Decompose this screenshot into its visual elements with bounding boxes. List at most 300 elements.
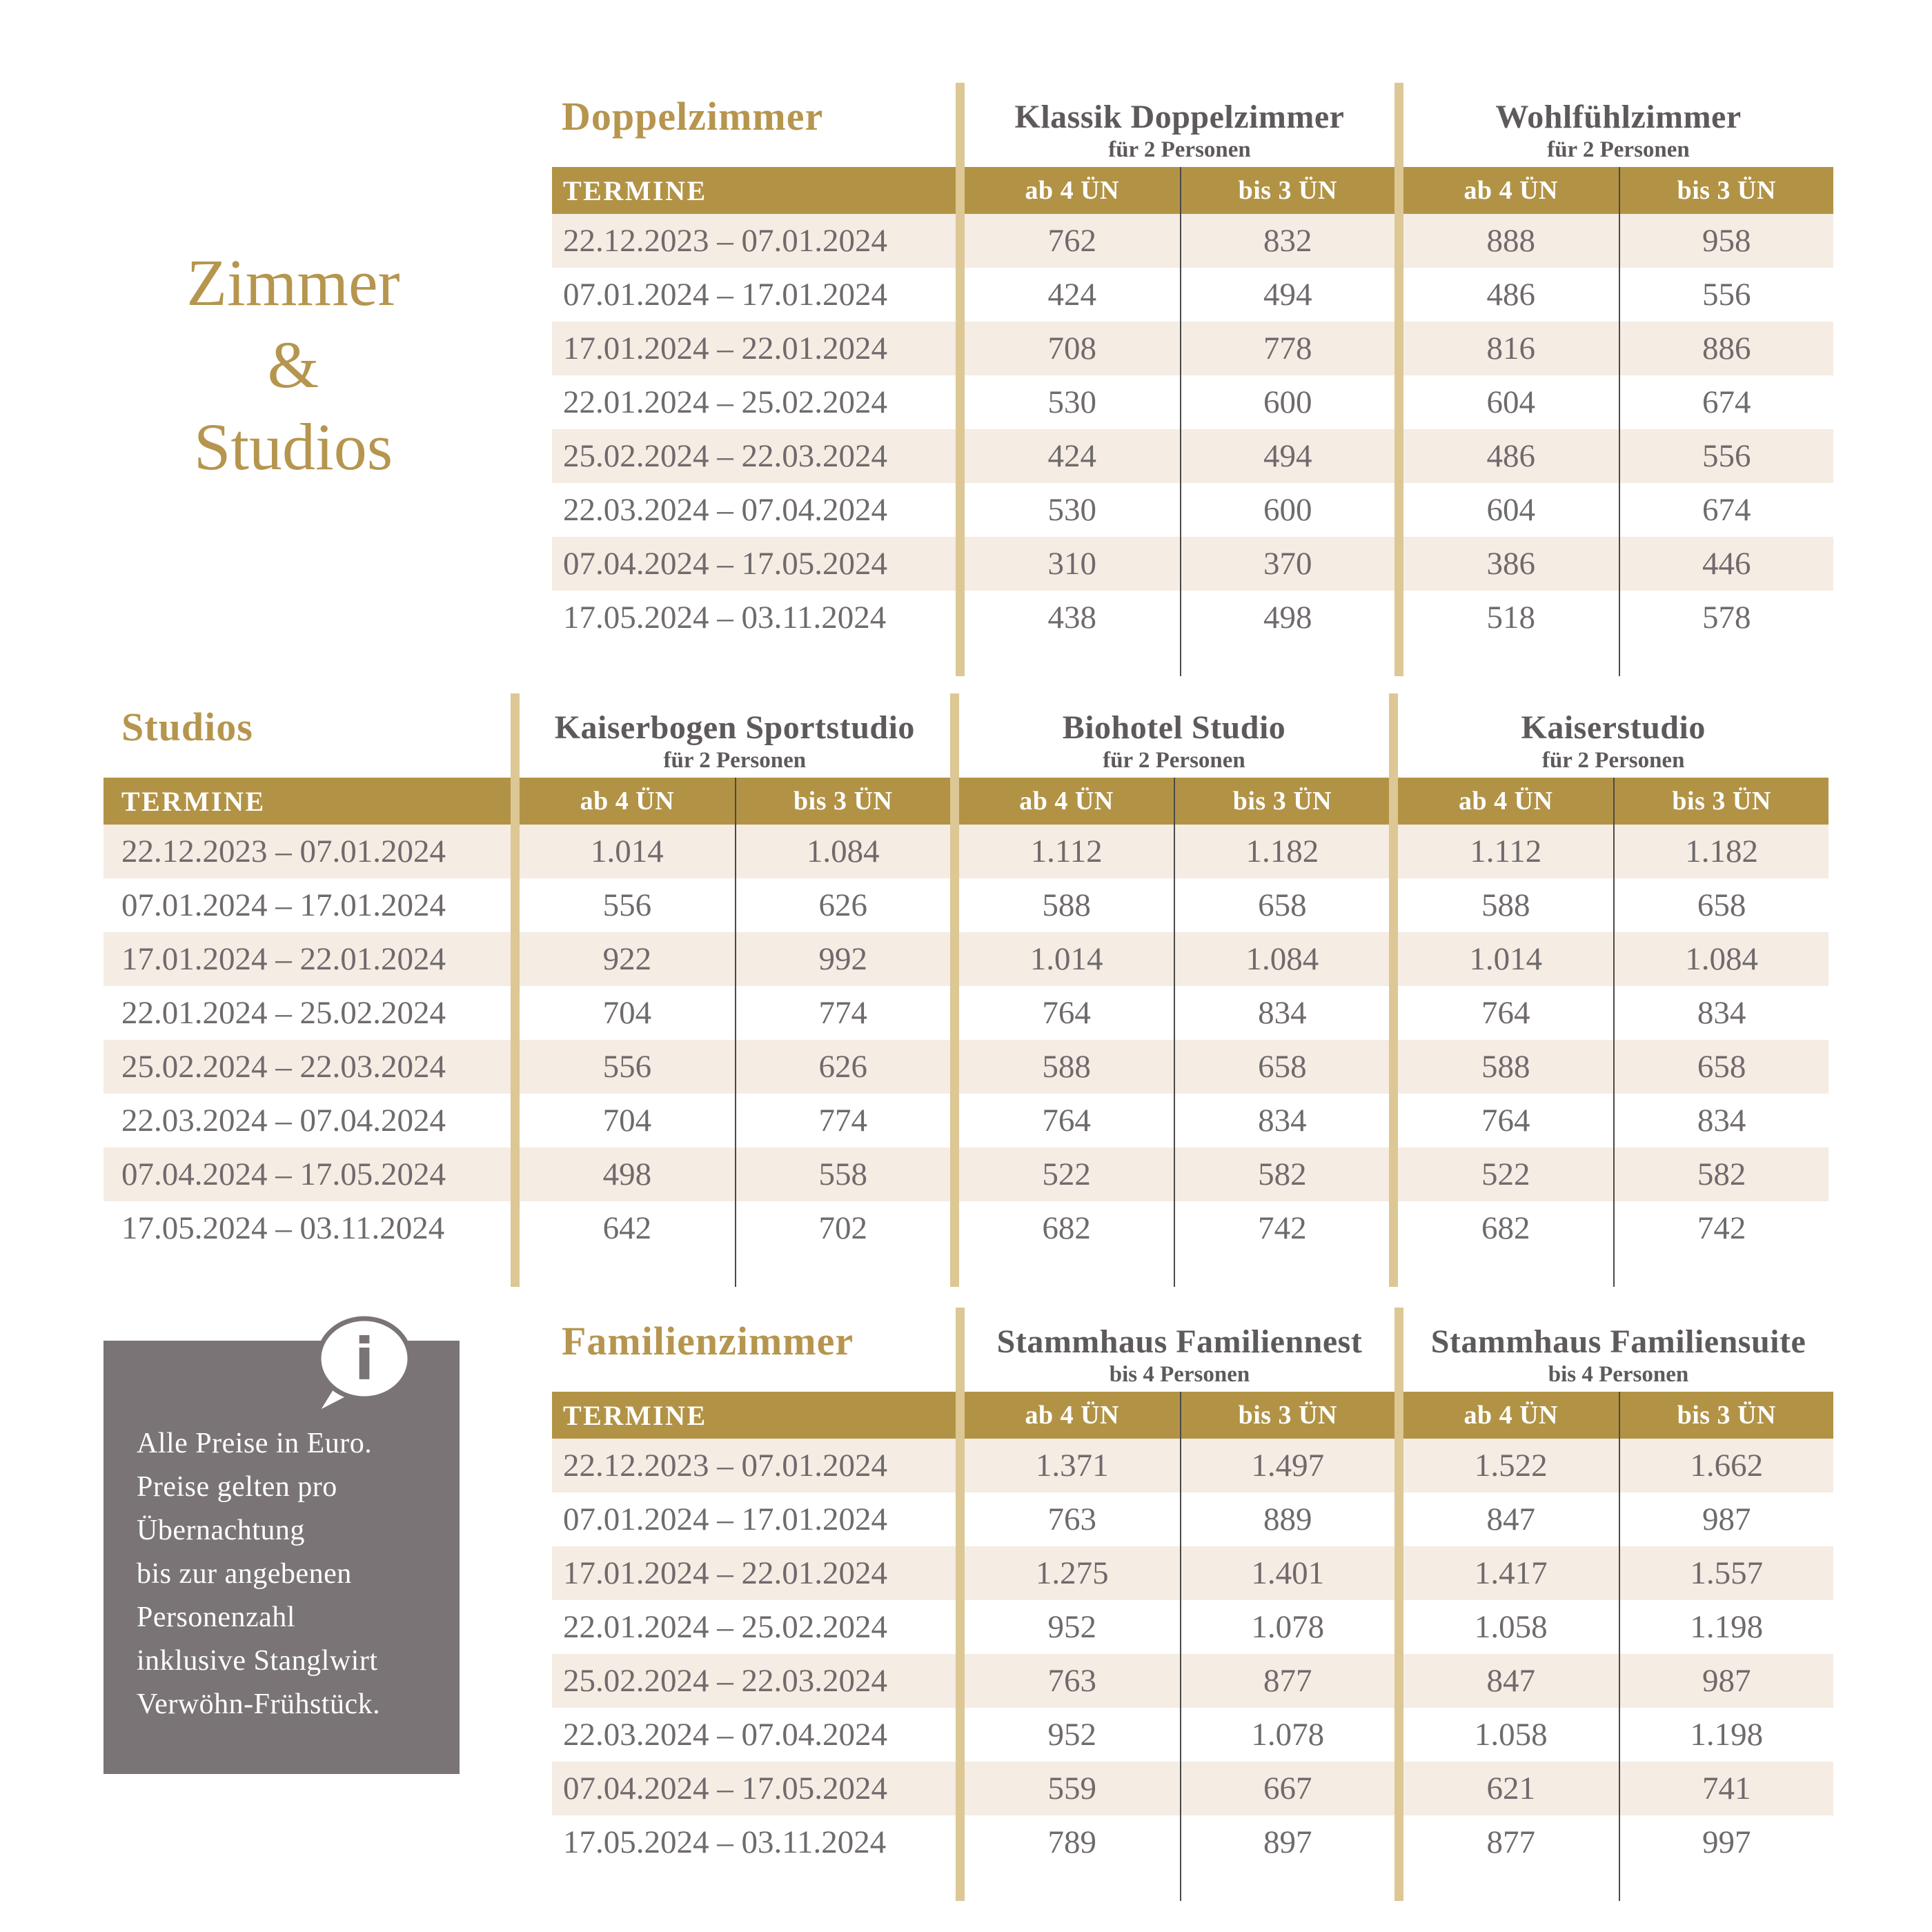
table-row [552, 1546, 1833, 1600]
price-cell: 486 [1486, 277, 1535, 313]
table-row [552, 591, 1833, 644]
section-prices [1394, 1762, 1833, 1815]
table-row [552, 1492, 1833, 1546]
section-subtitle: bis 4 Personen [1548, 1362, 1689, 1387]
price-cell: 386 [1486, 546, 1535, 582]
price-cell: 834 [1174, 986, 1389, 1040]
section-prices [950, 1040, 1390, 1094]
price-cell: 987 [1619, 1492, 1834, 1546]
termin-cell: 22.01.2024 – 25.02.2024 [563, 384, 887, 420]
price-cell: 588 [1042, 887, 1091, 923]
price-cell: 588 [1481, 887, 1530, 923]
termin-cell: 22.01.2024 – 25.02.2024 [121, 995, 446, 1031]
price-cell: 522 [1042, 1156, 1091, 1192]
section-subtitle: bis 4 Personen [1109, 1362, 1250, 1387]
table-row [552, 1762, 1833, 1815]
info-text-line: Verwöhn-Frühstück. [137, 1688, 381, 1720]
termin-cell: 07.01.2024 – 17.01.2024 [563, 277, 887, 313]
price-cell: 886 [1619, 322, 1834, 375]
section-prices [956, 1600, 1394, 1654]
section-column-headers [956, 1392, 1394, 1439]
price-cell: 1.112 [1470, 834, 1542, 869]
price-cell: 764 [1481, 1103, 1530, 1138]
section-header [956, 1308, 1394, 1392]
price-cell: 530 [1047, 492, 1096, 528]
section-prices [1394, 1492, 1833, 1546]
table-row [552, 1439, 1833, 1492]
price-cell: 582 [1613, 1147, 1828, 1201]
price-cell: 588 [1042, 1049, 1091, 1085]
price-cell: 897 [1180, 1815, 1395, 1869]
table-row [552, 214, 1833, 268]
price-cell: 1.112 [1030, 834, 1103, 869]
price-cell: 498 [602, 1156, 652, 1192]
price-cell: 834 [1174, 1094, 1389, 1147]
table-tail-cell [1394, 644, 1833, 676]
section-header [1394, 83, 1833, 167]
termin-cell: 22.03.2024 – 07.04.2024 [121, 1103, 446, 1138]
section-prices [1394, 537, 1833, 591]
price-cell: 558 [735, 1147, 950, 1201]
price-cell: 1.014 [1469, 941, 1543, 977]
section-prices [950, 878, 1390, 932]
page-title-line: Zimmer [186, 246, 400, 319]
section-prices [956, 1708, 1394, 1762]
price-cell: 424 [1047, 438, 1096, 474]
price-cell: 667 [1180, 1762, 1395, 1815]
section-column-headers [950, 778, 1390, 825]
price-cell: 600 [1180, 483, 1395, 537]
termin-cell: 17.01.2024 – 22.01.2024 [563, 1555, 887, 1591]
price-cell: 494 [1180, 429, 1395, 483]
table-tail-cell [552, 1869, 956, 1901]
price-cell: 764 [1042, 1103, 1091, 1138]
price-cell: 816 [1486, 331, 1535, 366]
termin-cell: 07.01.2024 – 17.01.2024 [121, 887, 446, 923]
price-cell: 626 [735, 1040, 950, 1094]
termin-cell: 25.02.2024 – 22.03.2024 [563, 1663, 887, 1699]
section-prices [956, 1815, 1394, 1869]
col-header-bis-3-un: bis 3 ÜN [1180, 167, 1395, 214]
price-cell: 604 [1486, 384, 1535, 420]
termin-cell: 22.03.2024 – 07.04.2024 [563, 492, 887, 528]
price-cell: 518 [1486, 600, 1535, 635]
price-cell: 559 [1047, 1771, 1096, 1806]
termin-cell: 22.12.2023 – 07.01.2024 [563, 223, 887, 259]
price-cell: 1.084 [1613, 932, 1828, 986]
price-cell: 642 [602, 1210, 652, 1246]
price-cell: 789 [1047, 1824, 1096, 1860]
info-text-line: Personenzahl [137, 1601, 295, 1633]
price-cell: 556 [602, 1049, 652, 1085]
col-header-ab-4-un: ab 4 ÜN [1019, 787, 1114, 816]
doppelzimmer-price-table [552, 83, 1833, 676]
col-header-bis-3-un: bis 3 ÜN [735, 778, 950, 825]
price-cell: 1.417 [1474, 1555, 1548, 1591]
section-title: Wohlfühlzimmer [1495, 99, 1742, 135]
section-prices [1394, 1654, 1833, 1708]
termine-header: TERMINE [563, 175, 707, 206]
price-cell: 1.058 [1474, 1609, 1548, 1645]
price-cell: 556 [602, 887, 652, 923]
section-prices [511, 1040, 950, 1094]
price-cell: 987 [1619, 1654, 1834, 1708]
price-cell: 1.662 [1619, 1439, 1834, 1492]
price-cell: 556 [1619, 429, 1834, 483]
table-row [103, 1094, 1828, 1147]
section-prices [1394, 1708, 1833, 1762]
page-title [97, 241, 490, 488]
table-row [103, 1040, 1828, 1094]
section-subtitle: für 2 Personen [1547, 137, 1690, 162]
price-cell: 832 [1180, 214, 1395, 268]
table-row [103, 932, 1828, 986]
section-prices [1394, 429, 1833, 483]
section-prices [511, 1094, 950, 1147]
table-row-header [552, 83, 1833, 167]
section-prices [511, 932, 950, 986]
termin-cell: 22.12.2023 – 07.01.2024 [121, 834, 446, 869]
price-cell: 1.522 [1474, 1448, 1548, 1483]
table-row [103, 1147, 1828, 1201]
price-cell: 588 [1481, 1049, 1530, 1085]
price-cell: 702 [735, 1201, 950, 1255]
col-header-bis-3-un: bis 3 ÜN [1174, 778, 1389, 825]
price-cell: 522 [1481, 1156, 1530, 1192]
table-tail-cell [1398, 1255, 1613, 1287]
section-prices [950, 1094, 1390, 1147]
price-cell: 1.401 [1180, 1546, 1395, 1600]
price-cell: 742 [1613, 1201, 1828, 1255]
price-cell: 1.078 [1180, 1708, 1395, 1762]
section-prices [1389, 878, 1828, 932]
termine-header: TERMINE [563, 1399, 707, 1431]
info-icon-letter: i [354, 1325, 375, 1393]
table-row [552, 375, 1833, 429]
table-row [552, 322, 1833, 375]
section-prices [956, 322, 1394, 375]
section-prices [956, 1492, 1394, 1546]
price-cell: 762 [1047, 223, 1096, 259]
section-prices [956, 214, 1394, 268]
info-text-line: Preise gelten pro [137, 1471, 337, 1503]
price-cell: 958 [1619, 214, 1834, 268]
section-prices [511, 878, 950, 932]
table-row-column-headers [103, 778, 1828, 825]
section-prices [956, 375, 1394, 429]
table-row [103, 986, 1828, 1040]
section-prices [950, 825, 1390, 878]
price-cell: 763 [1047, 1501, 1096, 1537]
price-cell: 922 [602, 941, 652, 977]
section-prices [956, 537, 1394, 591]
section-prices [1394, 322, 1833, 375]
table-row [103, 825, 1828, 878]
table-row [552, 1654, 1833, 1708]
price-cell: 847 [1486, 1663, 1535, 1699]
section-prices [950, 1201, 1390, 1255]
price-cell: 674 [1619, 483, 1834, 537]
table-tail-cell [965, 1869, 1180, 1901]
price-cell: 992 [735, 932, 950, 986]
col-header-bis-3-un: bis 3 ÜN [1613, 778, 1828, 825]
price-cell: 658 [1613, 1040, 1828, 1094]
price-cell: 1.084 [1174, 932, 1389, 986]
section-prices [1394, 483, 1833, 537]
price-info-box [103, 1325, 460, 1774]
section-column-headers [1389, 778, 1828, 825]
section-prices [1389, 1147, 1828, 1201]
price-cell: 1.084 [735, 825, 950, 878]
termin-cell: 25.02.2024 – 22.03.2024 [563, 438, 887, 474]
section-prices [950, 986, 1390, 1040]
col-header-ab-4-un: ab 4 ÜN [1025, 1401, 1120, 1430]
table-tail-cell [1180, 644, 1395, 676]
section-prices [1394, 375, 1833, 429]
section-prices [1389, 1040, 1828, 1094]
section-title: Stammhaus Familiennest [996, 1323, 1363, 1360]
price-cell: 498 [1180, 591, 1395, 644]
termin-cell: 17.05.2024 – 03.11.2024 [563, 600, 887, 635]
col-header-ab-4-un: ab 4 ÜN [580, 787, 675, 816]
table-row [552, 1708, 1833, 1762]
section-header [956, 83, 1394, 167]
table-tail [552, 1869, 1833, 1901]
price-cell: 674 [1619, 375, 1834, 429]
studios-price-table [103, 693, 1828, 1287]
price-cell: 1.275 [1035, 1555, 1109, 1591]
table-tail-cell [956, 644, 1394, 676]
price-cell: 621 [1486, 1771, 1535, 1806]
table-row-header [103, 693, 1828, 778]
section-subtitle: für 2 Personen [663, 748, 807, 773]
section-prices [956, 1546, 1394, 1600]
section-prices [1389, 825, 1828, 878]
table-tail [103, 1255, 1828, 1287]
section-subtitle: für 2 Personen [1103, 748, 1245, 773]
section-header [950, 693, 1390, 778]
table-row [103, 1201, 1828, 1255]
section-column-headers [1394, 1392, 1833, 1439]
info-text-line: inklusive Stanglwirt [137, 1645, 378, 1677]
section-title: Stammhaus Familiensuite [1430, 1323, 1806, 1360]
section-prices [1389, 1094, 1828, 1147]
col-header-ab-4-un: ab 4 ÜN [1463, 176, 1559, 205]
table-tail-cell [1613, 1255, 1828, 1287]
price-cell: 658 [1613, 878, 1828, 932]
col-header-ab-4-un: ab 4 ÜN [1025, 176, 1120, 205]
price-cell: 1.078 [1180, 1600, 1395, 1654]
termin-cell: 22.01.2024 – 25.02.2024 [563, 1609, 887, 1645]
section-title: Klassik Doppelzimmer [1014, 99, 1345, 135]
section-column-headers [956, 167, 1394, 214]
termin-cell: 17.05.2024 – 03.11.2024 [563, 1824, 887, 1860]
section-prices [956, 483, 1394, 537]
price-cell: 763 [1047, 1663, 1096, 1699]
table-heading-cell [103, 693, 511, 778]
termin-cell: 17.01.2024 – 22.01.2024 [121, 941, 446, 977]
section-prices [1394, 1600, 1833, 1654]
table-tail-cell [956, 1869, 1394, 1901]
section-column-headers [511, 778, 950, 825]
col-header-bis-3-un: bis 3 ÜN [1619, 167, 1834, 214]
table-row [552, 1600, 1833, 1654]
price-cell: 658 [1174, 878, 1389, 932]
price-cell: 626 [735, 878, 950, 932]
price-cell: 682 [1481, 1210, 1530, 1246]
price-cell: 778 [1180, 322, 1395, 375]
familienzimmer-heading: Familienzimmer [562, 1319, 854, 1363]
price-cell: 952 [1047, 1609, 1096, 1645]
price-cell: 888 [1486, 223, 1535, 259]
table-tail-cell [1619, 1869, 1834, 1901]
studios-heading: Studios [121, 704, 253, 749]
familienzimmer-price-table [552, 1308, 1833, 1901]
table-tail-cell [959, 1255, 1174, 1287]
price-cell: 604 [1486, 492, 1535, 528]
price-cell: 1.497 [1180, 1439, 1395, 1492]
info-text-line: bis zur angebenen [137, 1558, 352, 1590]
section-prices [950, 932, 1390, 986]
price-cell: 764 [1042, 995, 1091, 1031]
col-header-bis-3-un: bis 3 ÜN [1619, 1392, 1834, 1439]
table-row-column-headers [552, 167, 1833, 214]
termin-cell: 22.12.2023 – 07.01.2024 [563, 1448, 887, 1483]
section-title: Kaiserbogen Sportstudio [554, 709, 915, 746]
price-cell: 952 [1047, 1717, 1096, 1753]
price-cell: 1.014 [1029, 941, 1103, 977]
section-prices [511, 986, 950, 1040]
section-prices [950, 1147, 1390, 1201]
section-prices [1394, 268, 1833, 322]
section-prices [956, 1762, 1394, 1815]
price-cell: 834 [1613, 1094, 1828, 1147]
table-tail-cell [1403, 1869, 1619, 1901]
section-prices [956, 1439, 1394, 1492]
section-prices [511, 1147, 950, 1201]
price-cell: 1.198 [1619, 1600, 1834, 1654]
price-cell: 530 [1047, 384, 1096, 420]
table-tail-cell [1403, 644, 1619, 676]
section-prices [1389, 932, 1828, 986]
section-prices [956, 268, 1394, 322]
page-title-line: & [267, 328, 319, 402]
price-cell: 556 [1619, 268, 1834, 322]
doppelzimmer-heading: Doppelzimmer [562, 94, 824, 139]
termin-cell: 07.04.2024 – 17.05.2024 [563, 1771, 887, 1806]
section-header [511, 693, 950, 778]
price-cell: 1.058 [1474, 1717, 1548, 1753]
section-title: Kaiserstudio [1521, 709, 1706, 746]
section-subtitle: für 2 Personen [1108, 137, 1251, 162]
section-title: Biohotel Studio [1062, 709, 1286, 746]
price-cell: 310 [1047, 546, 1096, 582]
table-heading-cell [552, 1308, 956, 1392]
price-cell: 774 [735, 986, 950, 1040]
table-tail-cell [735, 1255, 950, 1287]
table-row [552, 429, 1833, 483]
col-header-ab-4-un: ab 4 ÜN [1463, 1401, 1559, 1430]
price-cell: 997 [1619, 1815, 1834, 1869]
price-cell: 600 [1180, 375, 1395, 429]
section-prices [1394, 1815, 1833, 1869]
section-header [1394, 1308, 1833, 1392]
table-row [552, 1815, 1833, 1869]
section-prices [956, 591, 1394, 644]
table-tail-cell [965, 644, 1180, 676]
table-tail-cell [520, 1255, 735, 1287]
price-cell: 1.014 [591, 834, 664, 869]
col-header-ab-4-un: ab 4 ÜN [1458, 787, 1553, 816]
table-tail-cell [511, 1255, 950, 1287]
termin-cell: 25.02.2024 – 22.03.2024 [121, 1049, 446, 1085]
col-header-bis-3-un: bis 3 ÜN [1180, 1392, 1395, 1439]
termin-cell: 07.04.2024 – 17.05.2024 [121, 1156, 446, 1192]
price-cell: 708 [1047, 331, 1096, 366]
table-row-column-headers [552, 1392, 1833, 1439]
table-tail-cell [950, 1255, 1390, 1287]
price-cell: 1.371 [1035, 1448, 1109, 1483]
table-tail-cell [1389, 1255, 1828, 1287]
table-row [103, 878, 1828, 932]
table-tail [552, 644, 1833, 676]
table-tail-cell [1394, 1869, 1833, 1901]
price-cell: 889 [1180, 1492, 1395, 1546]
page-title-line: Studios [193, 410, 393, 484]
price-cell: 486 [1486, 438, 1535, 474]
table-row-header [552, 1308, 1833, 1392]
price-cell: 742 [1174, 1201, 1389, 1255]
price-cell: 658 [1174, 1040, 1389, 1094]
section-prices [956, 1654, 1394, 1708]
info-text-line: Übernachtung [137, 1515, 305, 1546]
table-row [552, 268, 1833, 322]
price-cell: 494 [1180, 268, 1395, 322]
price-cell: 1.182 [1613, 825, 1828, 878]
table-row [552, 483, 1833, 537]
section-prices [1394, 1439, 1833, 1492]
termin-cell: 07.01.2024 – 17.01.2024 [563, 1501, 887, 1537]
section-header [1389, 693, 1828, 778]
price-cell: 877 [1486, 1824, 1535, 1860]
price-cell: 834 [1613, 986, 1828, 1040]
price-cell: 578 [1619, 591, 1834, 644]
section-prices [1389, 1201, 1828, 1255]
price-cell: 764 [1481, 995, 1530, 1031]
price-cell: 704 [602, 995, 652, 1031]
price-cell: 1.198 [1619, 1708, 1834, 1762]
table-heading-cell [552, 83, 956, 167]
price-cell: 370 [1180, 537, 1395, 591]
price-cell: 741 [1619, 1762, 1834, 1815]
table-tail-cell [1174, 1255, 1389, 1287]
price-cell: 1.182 [1174, 825, 1389, 878]
termin-cell: 07.04.2024 – 17.05.2024 [563, 546, 887, 582]
price-cell: 847 [1486, 1501, 1535, 1537]
termin-cell: 17.05.2024 – 03.11.2024 [121, 1210, 445, 1246]
price-cell: 704 [602, 1103, 652, 1138]
section-subtitle: für 2 Personen [1541, 748, 1685, 773]
table-tail-cell [103, 1255, 511, 1287]
price-cell: 1.557 [1619, 1546, 1834, 1600]
price-cell: 446 [1619, 537, 1834, 591]
section-column-headers [1394, 167, 1833, 214]
section-prices [1394, 214, 1833, 268]
section-prices [956, 429, 1394, 483]
section-prices [1389, 986, 1828, 1040]
termine-header: TERMINE [121, 785, 266, 817]
price-cell: 438 [1047, 600, 1096, 635]
